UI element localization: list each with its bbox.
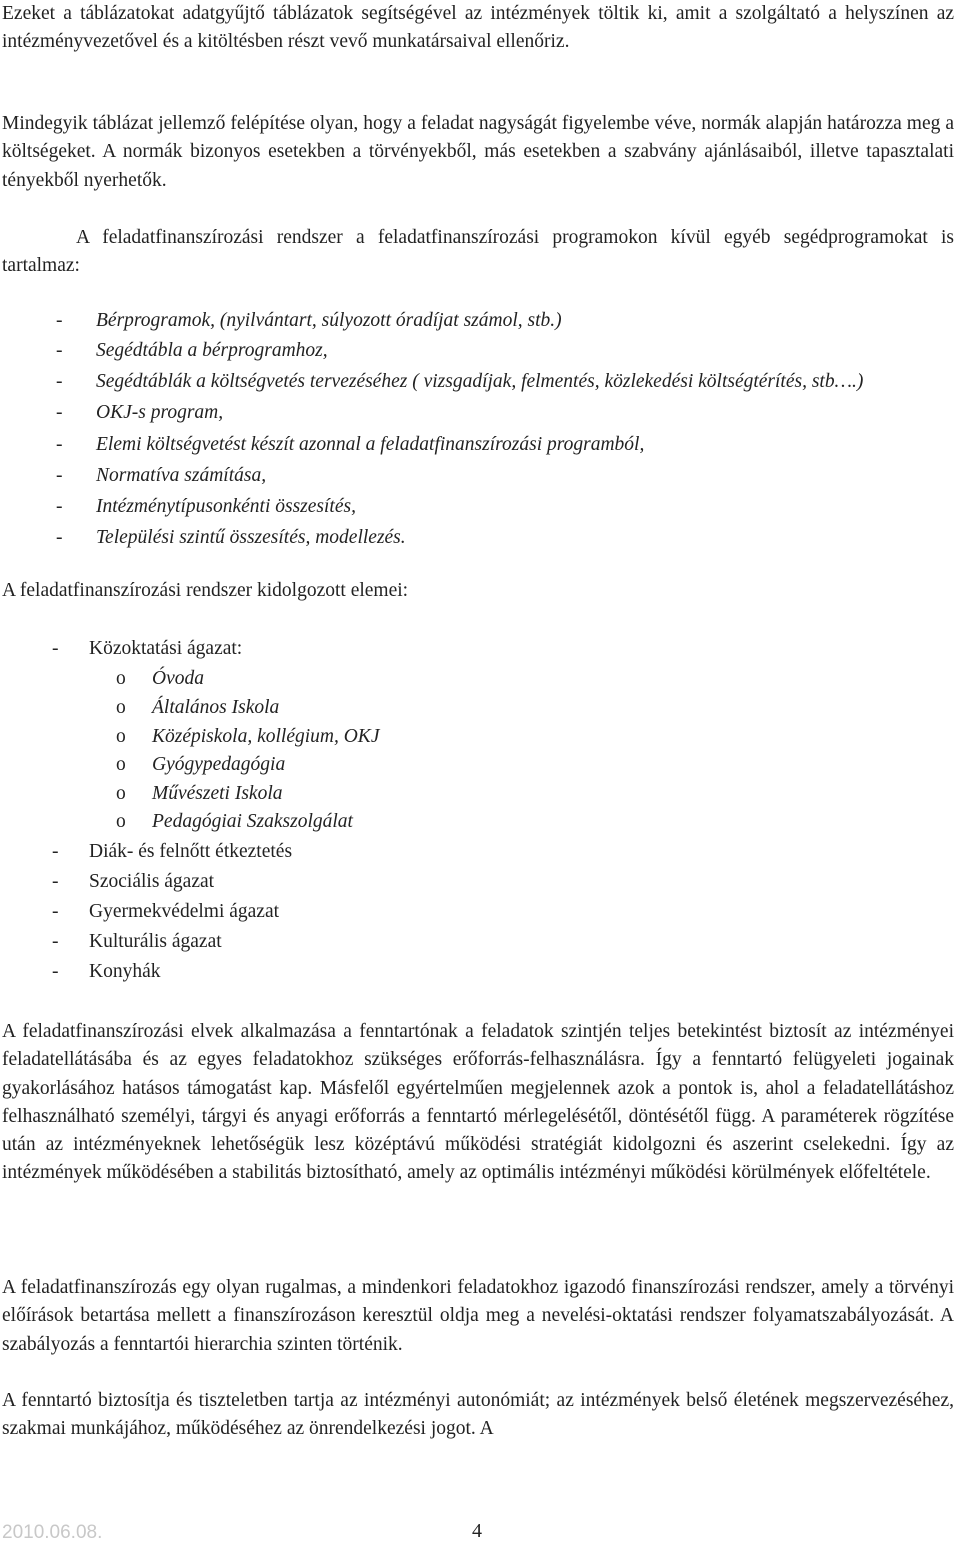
document-page: Ezeket a táblázatokat adatgyűjtő táblázatok segítségével az intézmények töltik ki, amit a szolgáltató a helyszínen az intézményvezetővel és a kitöltésben részt vevő munkatársaival ellenőriz. Mindegyik táblázat jellemző felépítése olyan, hogy a feladat nagyságát figyelembe véve, normák alapján határozza meg a költségeket. A normák bizonyos esetekben a törvényekből, más esetekben a szabvány ajánlásaiból, illetve tapasztalati tényekből nyerhetők. A feladatfinanszírozási rendszer a feladatfinanszírozási programokon kívül egyéb segédprogramokat is tartalmaz: - Bérprogramok, (nyilvántart, súlyozott óradíjat számol, stb.) - Segédtábla a bérprogramhoz, - Segédtáblák a költségvetés tervezéséhez ( vizsgadíjak, felmentés, közlekedési költségtérítés, stb….) - OKJ-s program, - Elemi költségvetést készít azonnal a feladatfinanszírozási programból, - Normatíva számítása, - Intézménytípusonkénti összesítés, - Települési szintű összesítés, modellezés. A feladatfinanszírozási rendszer kidolgozott elemei: - Közoktatási ágazat: o Óvoda o Általános Iskola o Középiskola, kollégium, OKJ o Gyógypedagógia o Művészeti Iskola o Pedagógiai Szakszolgálat - Diák- és felnőtt étkeztetés - Szociális ágazat - Gyermekvédelmi ágazat - Kulturális ágazat - Konyhák A feladatfinanszírozási elvek alkalmazása a fenntartónak a feladatok szintjén teljes betekintést biztosít az intézményei feladatellátásába és az egyes feladatokhoz szükséges erőforrás-felhasználásra. Így a fenntartó felügyeleti jogainak gyakorlásához hatásos támogatást kap. Másfelől egyértelműen megjelennek azok a pontok is, ahol a feladatellátáshoz felhasználható személyi, tárgyi és anyagi erőforrás a fenntartó mérlegelésétől, döntésétől függ. A paraméterek rögzítése után az intézményeknek lehetőségük lesz középtávú működési stratégiát kidolgozni és aszerint cselekedni. Így az intézmények működésében a stabilitás biztosítható, amely az optimális intézményi működési körülmények előfeltétele. A feladatfinanszírozás egy olyan rugalmas, a mindenkori feladatokhoz igazodó finanszírozási rendszer, amely a törvényi előírások betartása mellett a finanszírozáson keresztül oldja meg a nevelési-oktatási rendszer folyamatszabályozását. A szabályozás a fenntartói hierarchia szinten történik. A fenntartó biztosítja és tiszteletben tartja az intézményi autonómiát; az intézmények belső életének megszervezéséhez, szakmai munkájához, működéséhez az önrendelkezési jogot. A 2010.06.08. 4 [0,0,960,1543]
section-heading-elemek: A feladatfinanszírozási rendszer kidolgozott elemei: [2,580,409,601]
paragraph-segedprogramok: A feladatfinanszírozási rendszer a feladatfinanszírozási programokon kívül egyéb segédprogramokat is tartalmaz: [2,227,954,277]
paragraph-elvek: A feladatfinanszírozási elvek alkalmazása a fenntartónak a feladatok szintjén teljes betekintést biztosít az intézményei feladatellátásába és az egyes feladatokhoz szükséges erőforrás-felhasználásra. Így a fenntartó felügyeleti jogainak gyakorlásához hatásos támogatást kap. Másfelől egyértelműen megjelennek azok a pontok is, ahol a feladatellátáshoz felhasználható személyi, tárgyi és anyagi erőforrás a fenntartó mérlegelésétől, döntésétől függ. A paraméterek rögzítése után az intézményeknek lehetőségük lesz középtávú működési stratégiát kidolgozni és aszerint cselekedni. Így az intézmények működésében a stabilitás biztosítható, amely az optimális intézményi működési körülmények előfeltétele. [2,1021,954,1184]
footer-date: 2010.06.08. [2,1522,103,1543]
paragraph-autonomia: A fenntartó biztosítja és tiszteletben tartja az intézményi autonómiát; az intézmények belső életének megszervezéséhez, szakmai munkájához, működéséhez az önrendelkezési jogot. A [2,1390,954,1440]
paragraph-norms: Mindegyik táblázat jellemző felépítése olyan, hogy a feladat nagyságát figyelembe véve, normák alapján határozza meg a költségeket. A normák bizonyos esetekben a törvényekből, más esetekben a szabvány ajánlásaiból, illetve tapasztalati tényekből nyerhetők. [2,113,954,191]
paragraph-rugalmas: A feladatfinanszírozás egy olyan rugalmas, a mindenkori feladatokhoz igazodó finanszírozási rendszer, amely a törvényi előírások betartása mellett a finanszírozáson keresztül oldja meg a nevelési-oktatási rendszer folyamatszabályozását. A szabályozás a fenntartói hierarchia szinten történik. [2,1277,954,1355]
paragraph-intro: Ezeket a táblázatokat adatgyűjtő táblázatok segítségével az intézmények töltik ki, amit a szolgáltató a helyszínen az intézményvezetővel és a kitöltésben részt vevő munkatársaival ellenőriz. [2,3,954,53]
page-number: 4 [472,1520,482,1542]
